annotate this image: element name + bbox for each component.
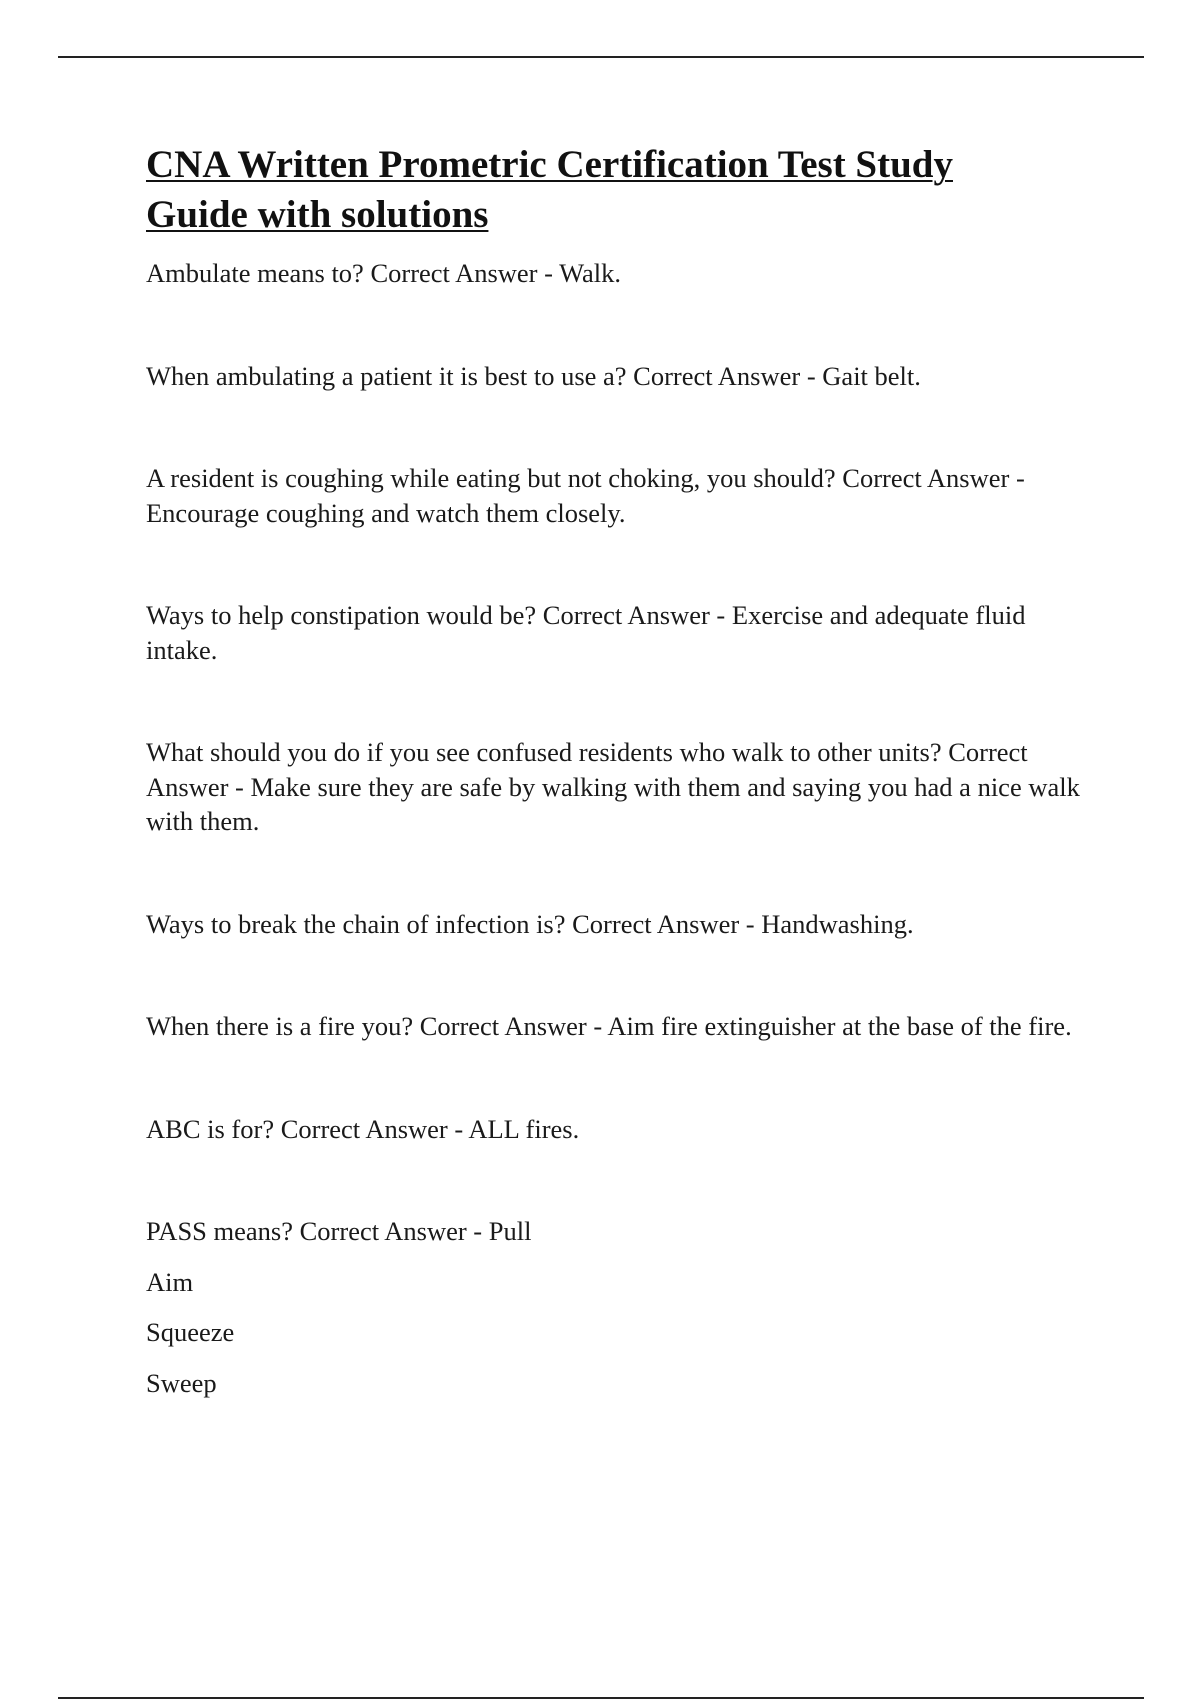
top-rule <box>58 56 1144 58</box>
pass-step: Squeeze <box>146 1317 235 1347</box>
qa-item: Ways to break the chain of infection is? Correct Answer - Handwashing. <box>146 908 914 939</box>
pass-steps-list <box>146 1265 1091 1401</box>
qa-item: Ways to help constipation would be? Correct Answer - Exercise and adequate fluid intake. <box>146 600 1026 665</box>
qa-item: Ambulate means to? Correct Answer - Walk. <box>146 258 621 288</box>
qa-item: PASS means? Correct Answer - Pull <box>146 1216 532 1246</box>
pass-step: Sweep <box>146 1367 217 1398</box>
qa-item: ABC is for? Correct Answer - ALL fires. <box>146 1113 580 1144</box>
pass-step: Aim <box>146 1266 194 1297</box>
qa-item: When there is a fire you? Correct Answer - Aim fire extinguisher at the base of the fire. <box>146 1011 1072 1041</box>
bottom-rule <box>58 1697 1144 1699</box>
qa-item: What should you do if you see confused residents who walk to other units? Correct Answer - Make sure they are safe by walking with them and saying you had a nice walk with them. <box>146 737 1080 836</box>
page-content <box>146 140 1091 1400</box>
qa-item: When ambulating a patient it is best to use a? Correct Answer - Gait belt. <box>146 360 921 391</box>
document-title: CNA Written Prometric Certification Test Study Guide with solutions <box>146 143 953 236</box>
qa-item: A resident is coughing while eating but not choking, you should? Correct Answer - Encourage coughing and watch them closely. <box>146 463 1025 528</box>
